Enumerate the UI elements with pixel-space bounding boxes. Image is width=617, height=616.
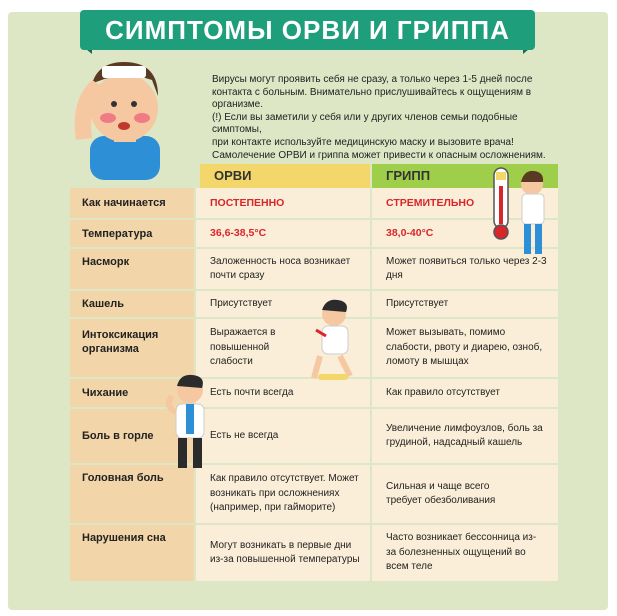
table-row — [70, 220, 558, 247]
column-header-gripp: ГРИПП — [372, 164, 558, 188]
orvi-cell: Присутствует — [196, 291, 372, 317]
gripp-cell: 38,0-40°C — [372, 220, 558, 247]
gripp-cell: Увеличение лимфоузлов, боль за грудиной, надсадный кашель — [372, 409, 558, 463]
orvi-cell: 36,6-38,5°C — [196, 220, 372, 247]
gripp-cell: Может появиться только через 2-3 дня — [372, 249, 558, 289]
thermometer-illustration — [488, 166, 558, 266]
intro-text — [212, 74, 552, 162]
gripp-cell: Как правило отсутствует — [372, 379, 558, 407]
table-row — [70, 525, 558, 581]
row-label: Температура — [70, 220, 196, 247]
row-label: Кашель — [70, 291, 196, 317]
row-label: Насморк — [70, 249, 196, 289]
gripp-cell: Может вызывать, помимо слабости, рвоту и диарею, озноб, ломоту в мышцах — [372, 319, 558, 377]
intro-line: организме. — [212, 99, 264, 111]
gripp-cell: Часто возникает бессонница из-за болезненных ощущений во всем теле — [372, 525, 558, 581]
page-title: СИМПТОМЫ ОРВИ И ГРИППА — [105, 15, 510, 45]
coughing-boy-illustration — [300, 296, 360, 386]
intro-line: Вирусы могут проявить себя не сразу, а только через 1-5 дней после — [212, 74, 533, 85]
table-row — [70, 188, 558, 218]
sneezing-boy-illustration — [150, 372, 220, 472]
table-row — [70, 409, 558, 463]
intro-line: контакта с больным. Внимательно прислушивайтесь к ощущениям в — [212, 86, 532, 98]
orvi-cell: Есть не всегда — [196, 409, 372, 463]
sick-boy-illustration — [62, 40, 182, 180]
orvi-cell: Как правило отсутствует. Может возникать при осложнениях (например, при гайморите) — [196, 465, 372, 523]
orvi-cell: Могут возникать в первые дни из-за повышенной температуры — [196, 525, 372, 581]
orvi-cell: Выражается в повышенной слабости — [196, 319, 372, 377]
table-row — [70, 465, 558, 523]
table-row — [70, 249, 558, 289]
orvi-cell: ПОСТЕПЕННО — [196, 188, 372, 218]
column-header-orvi: ОРВИ — [200, 164, 370, 188]
row-label: Нарушения сна — [70, 525, 196, 581]
row-label: Чихание — [70, 379, 196, 407]
row-label: Боль в горле — [70, 409, 196, 463]
gripp-cell: Сильная и чаще всего требует обезболивания — [372, 465, 558, 523]
orvi-cell: Есть почти всегда — [196, 379, 372, 407]
intro-line: Самолечение ОРВИ и гриппа может привести к опасным осложнениям. — [212, 149, 546, 161]
gripp-cell: СТРЕМИТЕЛЬНО — [372, 188, 558, 218]
intro-line: (!) Если вы заметили у себя или у других членов семьи подобные симптомы, — [212, 111, 518, 136]
orvi-cell: Заложенность носа возникает почти сразу — [196, 249, 372, 289]
row-label: Как начинается — [70, 188, 196, 218]
gripp-cell: Присутствует — [372, 291, 558, 317]
row-label: Головная боль — [70, 465, 196, 523]
row-label: Интоксикация организма — [70, 319, 196, 377]
intro-line: при контакте используйте медицинскую маску и вызовите врача! — [212, 136, 514, 148]
